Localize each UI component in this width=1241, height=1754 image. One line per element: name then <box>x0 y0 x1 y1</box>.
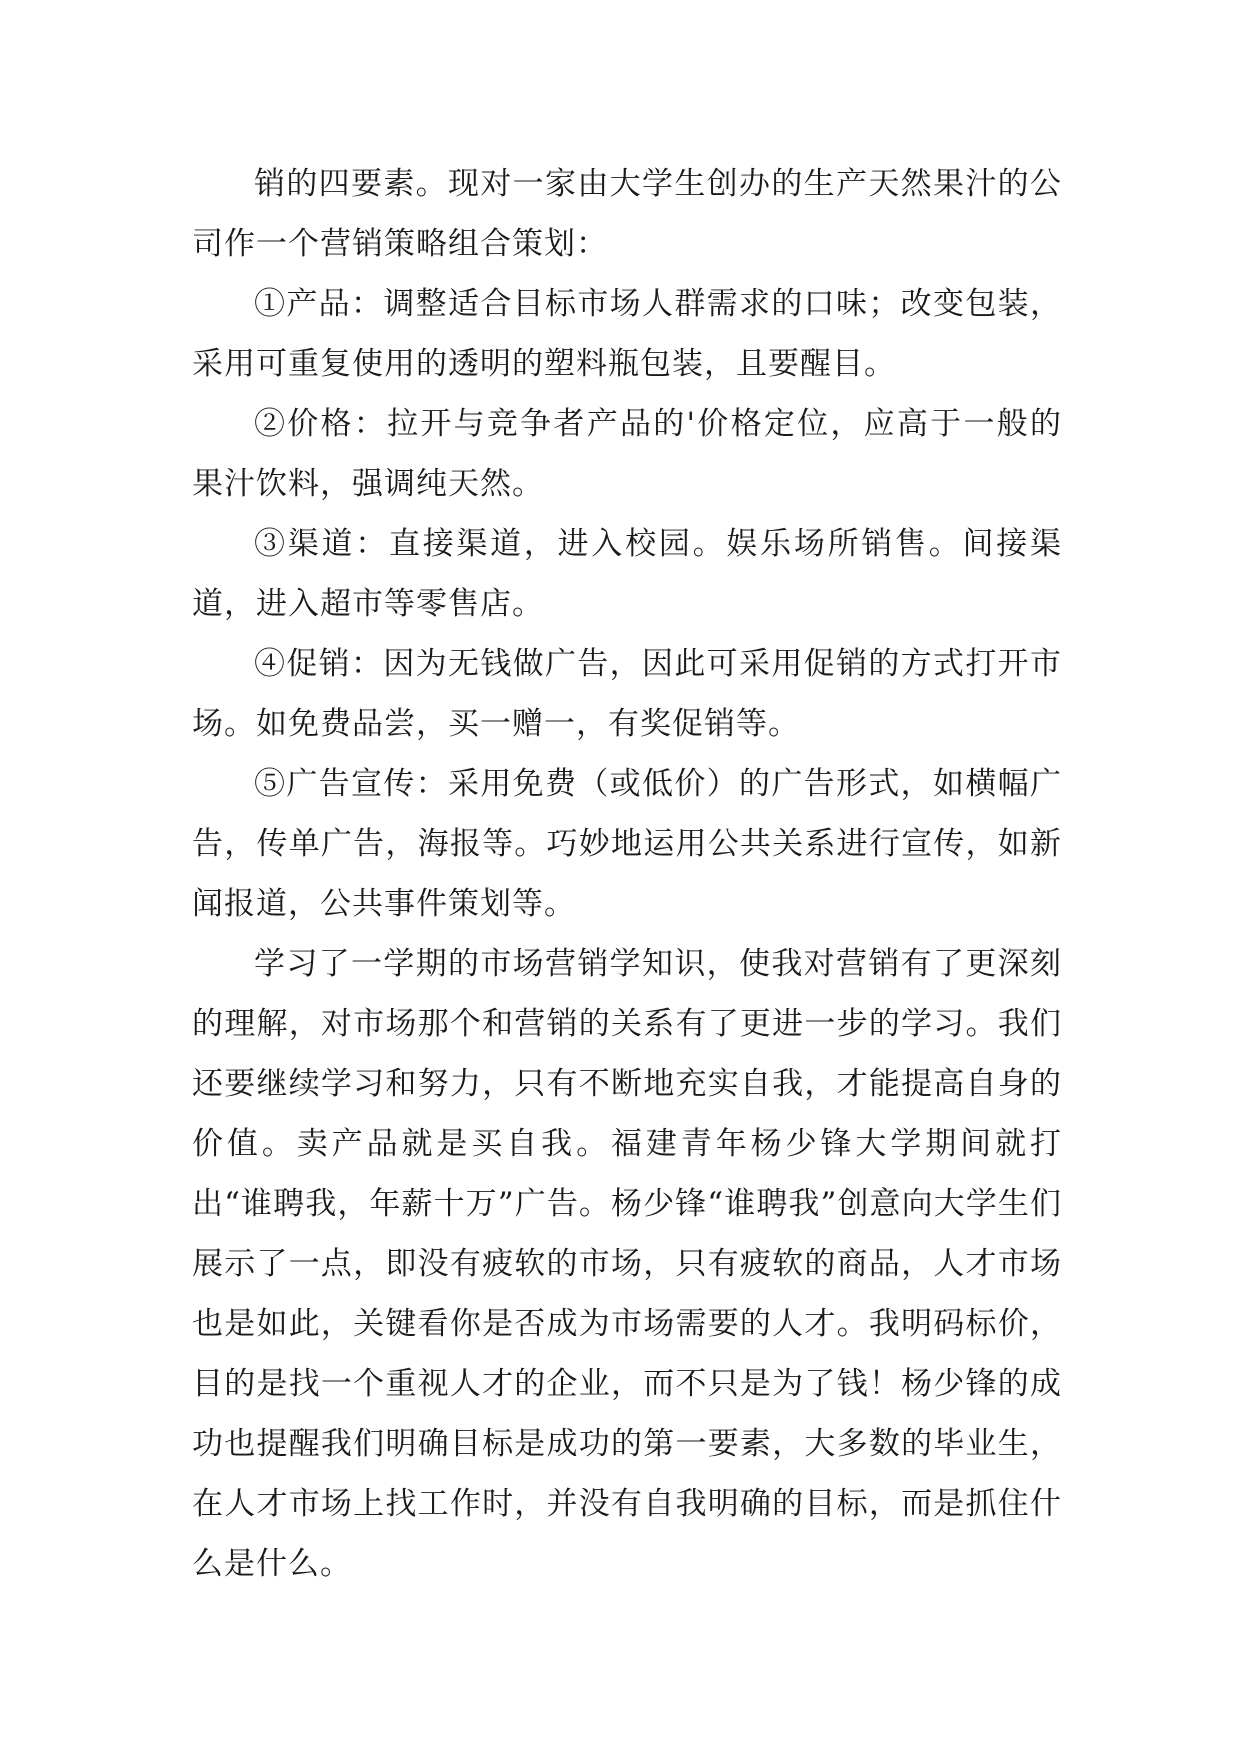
document-body <box>192 154 1062 1594</box>
paragraph-price: ②价格：拉开与竞争者产品的'价格定位，应高于一般的果汁饮料，强调纯天然。 <box>192 406 1062 502</box>
paragraph-intro: 销的四要素。现对一家由大学生创办的生产天然果汁的公司作一个营销策略组合策划： <box>192 166 1062 262</box>
paragraph-advertising: ⑤广告宣传：采用免费（或低价）的广告形式，如横幅广告，传单广告，海报等。巧妙地运用公共关系进行宣传，如新闻报道，公共事件策划等。 <box>192 766 1062 922</box>
paragraph-product: ①产品：调整适合目标市场人群需求的口味；改变包装，采用可重复使用的透明的塑料瓶包装，且要醒目。 <box>192 286 1062 382</box>
paragraph-promotion: ④促销：因为无钱做广告，因此可采用促销的方式打开市场。如免费品尝，买一赠一，有奖促销等。 <box>192 646 1062 742</box>
paragraph-conclusion: 学习了一学期的市场营销学知识，使我对营销有了更深刻的理解，对市场那个和营销的关系有了更进一步的学习。我们还要继续学习和努力，只有不断地充实自我，才能提高自身的价值。卖产品就是买自我。福建青年杨少锋大学期间就打出“谁聘我，年薪十万”广告。杨少锋“谁聘我”创意向大学生们展示了一点，即没有疲软的市场，只有疲软的商品，人才市场也是如此，关键看你是否成为市场需要的人才。我明码标价，目的是找一个重视人才的企业，而不只是为了钱！杨少锋的成功也提醒我们明确目标是成功的第一要素，大多数的毕业生，在人才市场上找工作时，并没有自我明确的目标，而是抓住什么是什么。 <box>192 946 1062 1582</box>
paragraph-channel: ③渠道：直接渠道，进入校园。娱乐场所销售。间接渠道，进入超市等零售店。 <box>192 526 1062 622</box>
